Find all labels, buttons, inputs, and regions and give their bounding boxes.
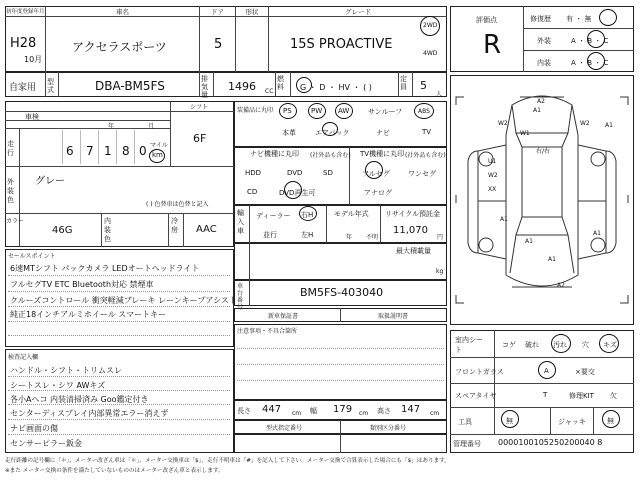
- equip-aw: AW: [338, 107, 350, 115]
- model-year-unit: 年: [346, 234, 353, 241]
- width-unit: cm: [359, 410, 369, 417]
- mileage-unit-km: km: [152, 151, 163, 159]
- diagram-mark: 右/右: [536, 148, 551, 155]
- spare-label: スペアタイヤ: [455, 392, 497, 400]
- diagram-mark: A1: [548, 256, 556, 263]
- grade: 15S PROACTIVE: [290, 37, 393, 52]
- navi-dvd: DVD: [287, 169, 303, 177]
- repair-none-circle: [599, 9, 617, 26]
- spare-option: 欠: [610, 392, 617, 400]
- import-right: 右H: [301, 211, 314, 219]
- manual: 取扱説明書: [378, 313, 409, 320]
- score: R: [483, 30, 502, 60]
- equip-leather: 本革: [282, 129, 296, 137]
- mileage-digit: 8: [122, 144, 130, 158]
- glass-label: フロントガラス: [455, 368, 504, 376]
- sales-line: 6速MTシフト パックカメラ LEDオートヘッドライト: [10, 264, 200, 273]
- tv-label: TV機種に丸印: [360, 150, 405, 158]
- seat-label: 室内シート: [455, 336, 483, 354]
- exterior-b-circle: [587, 30, 605, 48]
- reg-month: 10月: [24, 55, 43, 64]
- grade-label: グレード: [345, 8, 371, 16]
- tv-fullseg: フルセグ: [362, 170, 390, 178]
- form-label: 形状: [245, 8, 259, 16]
- recycle: 11,070: [393, 225, 428, 236]
- seat-option: コゲ: [502, 341, 516, 349]
- diagram-mark: A2: [537, 98, 545, 105]
- drive-2wd: 2WD: [423, 22, 438, 29]
- type-label: 型式指定番号: [266, 425, 303, 432]
- navi-label: ナビ機種に丸印: [250, 150, 299, 158]
- color-code: 46G: [52, 225, 73, 236]
- class-label: 類別区分番号: [370, 425, 407, 432]
- mileage-digit: 7: [86, 144, 94, 158]
- inspection-year-label: 年: [108, 123, 115, 130]
- footer-line: 走行距離の記号欄に「＊」、メーター改ざん車は「＊」、メーター交換車は「$」、走行不明車は「#」を記入して下さい。メーター交換で合算表示した場合にも「$」はあります。: [5, 458, 450, 464]
- inspection-month-label: 月: [148, 123, 155, 130]
- model-label: 型式: [47, 78, 54, 94]
- fuel-label: 燃料: [277, 75, 284, 91]
- diagram-mark: W2: [488, 172, 498, 179]
- score-label: 評価点: [476, 16, 497, 24]
- max-load-unit: kg: [436, 268, 444, 275]
- drive-4wd: 4WD: [423, 50, 438, 57]
- height-label: 高さ: [377, 407, 391, 415]
- sales-label: セールスポイント: [8, 253, 56, 260]
- car-outline-icon: [450, 75, 634, 325]
- interior-rating-label: 内装: [537, 59, 551, 67]
- model: DBA-BM5FS: [95, 79, 165, 93]
- chassis: BM5FS-403040: [300, 286, 384, 299]
- jack-label: ジャッキ: [558, 418, 586, 426]
- repair: 有 ・ 無: [566, 15, 592, 23]
- shift-label: シフト: [190, 104, 209, 111]
- inspection-label: 車検: [25, 113, 39, 121]
- chassis-label: 車台番号: [237, 283, 244, 311]
- max-load-label: 最大積載量: [396, 247, 431, 255]
- inspector-line: センサーピラー鈑金: [10, 439, 82, 448]
- length-unit: cm: [292, 410, 302, 417]
- diagram-mark: A1: [533, 107, 541, 114]
- exterior-rating-label: 外装: [537, 37, 551, 45]
- mgmt-label: 管理番号: [453, 440, 481, 448]
- length-label: 長さ: [237, 407, 251, 415]
- inspector-line: ハンドル・シフト・トリムスレ: [10, 366, 122, 375]
- inspector-label: 検査記入欄: [8, 354, 39, 361]
- equip-ps: PS: [283, 107, 292, 115]
- width: 179: [333, 404, 353, 415]
- displacement: 1496: [228, 80, 256, 93]
- diagram-mark: A2: [557, 282, 565, 289]
- seat-option: 穴: [582, 341, 589, 349]
- notes-block: [234, 324, 447, 400]
- equip-sunroof: サンルーフ: [368, 108, 403, 116]
- spare-option: T: [543, 391, 548, 399]
- diagram-mark: U1: [488, 158, 497, 165]
- sales-line: 純正18インチアルミホイール スマートキー: [10, 310, 167, 319]
- cc-unit: CC: [265, 88, 274, 95]
- mileage-digit: 6: [66, 144, 74, 158]
- new-warranty: 新車保証書: [268, 313, 299, 320]
- model-year-label: モデル年式: [334, 210, 369, 218]
- diagram-mark: A1: [605, 122, 613, 129]
- mileage-digit: 0: [139, 144, 147, 158]
- interior-rating: A ・ B ・ C: [571, 59, 609, 67]
- mgmt: 0000100105250200040 8: [498, 438, 603, 447]
- exterior-note: ( ) 色替車は色替と記入: [146, 201, 209, 208]
- tv-analog: アナログ: [364, 189, 392, 197]
- exterior-color: グレー: [35, 176, 65, 187]
- interior-color-label: 内装色: [104, 217, 111, 243]
- shift: 6F: [193, 132, 207, 145]
- mileage-label: 走行: [7, 140, 14, 157]
- fuel-circle: [296, 77, 312, 93]
- diagram-mark: W1: [520, 130, 530, 137]
- diagram-mark: A1: [500, 216, 508, 223]
- footer-line: ※また メーター交換の条件を満たしていないもののはメーター改ざん車と表示します。: [5, 468, 224, 474]
- equip-navi: ナビ: [376, 129, 390, 137]
- displacement-label: 排気量: [201, 75, 208, 99]
- diagram-mark: W2: [498, 120, 508, 127]
- import-left: 左H: [301, 231, 314, 239]
- diagram-mark: W2: [580, 120, 590, 127]
- mileage-digit: 1: [104, 144, 112, 158]
- equip-airbag: エアバック: [315, 129, 350, 137]
- equip-abs: ABS: [418, 108, 430, 115]
- navi-sd: SD: [323, 169, 333, 177]
- import-label: 輸入車: [237, 209, 244, 235]
- reg-era: H28: [10, 36, 37, 51]
- navi-hdd: HDD: [245, 169, 262, 177]
- car-name-label: 車名: [116, 8, 129, 16]
- reg-date-label: 初年度登録年月: [6, 9, 45, 15]
- diagram-mark: XX: [488, 186, 497, 193]
- navi-note: (社外品も含む): [310, 152, 351, 159]
- inspector-line: ナビ画面の傷: [10, 424, 58, 433]
- doors: 5: [214, 37, 223, 52]
- height: 147: [401, 404, 421, 415]
- diagram-mark: A1: [525, 238, 533, 245]
- capacity: 5: [420, 79, 427, 92]
- door-label: ドア: [211, 8, 224, 16]
- seat-option: 汚れ: [553, 341, 567, 349]
- capacity-unit: 人: [436, 91, 443, 98]
- equip-tv: TV: [422, 128, 432, 136]
- ac-label: 冷房: [171, 217, 178, 234]
- import-dealer: ディーラー: [256, 212, 291, 220]
- diagram-mark: A1: [593, 230, 601, 237]
- width-label: 幅: [310, 407, 317, 415]
- glass-option: A: [544, 367, 549, 375]
- model-row: [5, 72, 447, 97]
- tv-note: (社外品も含む): [405, 152, 446, 159]
- car-name: アクセラスポーツ: [72, 40, 167, 54]
- tool-label: 工具: [458, 418, 472, 426]
- repair-label: 修復歴: [530, 15, 551, 23]
- seat-option: キズ: [603, 341, 617, 349]
- sales-line: フルセグTV ETC Bluetooth対応 禁煙車: [10, 280, 154, 289]
- glass-option: ×要交: [575, 368, 595, 376]
- equip-pw: PW: [311, 107, 323, 115]
- recycle-label: リサイクル預託金: [385, 210, 441, 218]
- height-unit: cm: [430, 410, 440, 417]
- seat-option: 破れ: [525, 341, 539, 349]
- exterior-label: 外装色: [7, 178, 14, 204]
- notes-label: 注意事項・不具合箇所: [237, 328, 298, 335]
- navi-dvd-play: DVD再生可: [279, 189, 316, 197]
- mileage-unit-mile: マイル: [150, 142, 168, 149]
- import-parallel: 並行: [263, 231, 277, 239]
- inspector-line: 各小Aヘコ 内装清掃済み Goo鑑定付き: [10, 395, 149, 404]
- color-code-label: カラー: [6, 218, 25, 225]
- sales-line: クルーズコントロール 衝突軽減ブレーキ レーンキープアシスト: [10, 296, 237, 305]
- spare-option: 修理KIT: [569, 392, 594, 400]
- exterior-rating: A ・ B ・ C: [571, 37, 609, 45]
- usage: 自家用: [9, 83, 37, 93]
- equipment-label: 装備品に丸印: [237, 107, 274, 114]
- tv-oneseg: ワンセグ: [408, 170, 436, 178]
- fuel-options: G ・ D ・ HV ・ ( ): [300, 83, 372, 92]
- inspector-line: シートスレ・シワ AWキズ: [10, 381, 106, 390]
- model-year-unknown: 不明: [366, 234, 379, 241]
- jack: 無: [607, 417, 614, 425]
- recycle-yen: 円: [437, 234, 444, 241]
- navi-cd: CD: [247, 188, 258, 196]
- inspector-line: センターディスプレイ内部異常エラー消えず: [10, 409, 169, 418]
- interior-b-circle: [587, 52, 605, 70]
- capacity-label: 定員: [400, 75, 407, 91]
- tool: 無: [506, 417, 513, 425]
- length: 447: [262, 404, 282, 415]
- ac: AAC: [196, 224, 217, 235]
